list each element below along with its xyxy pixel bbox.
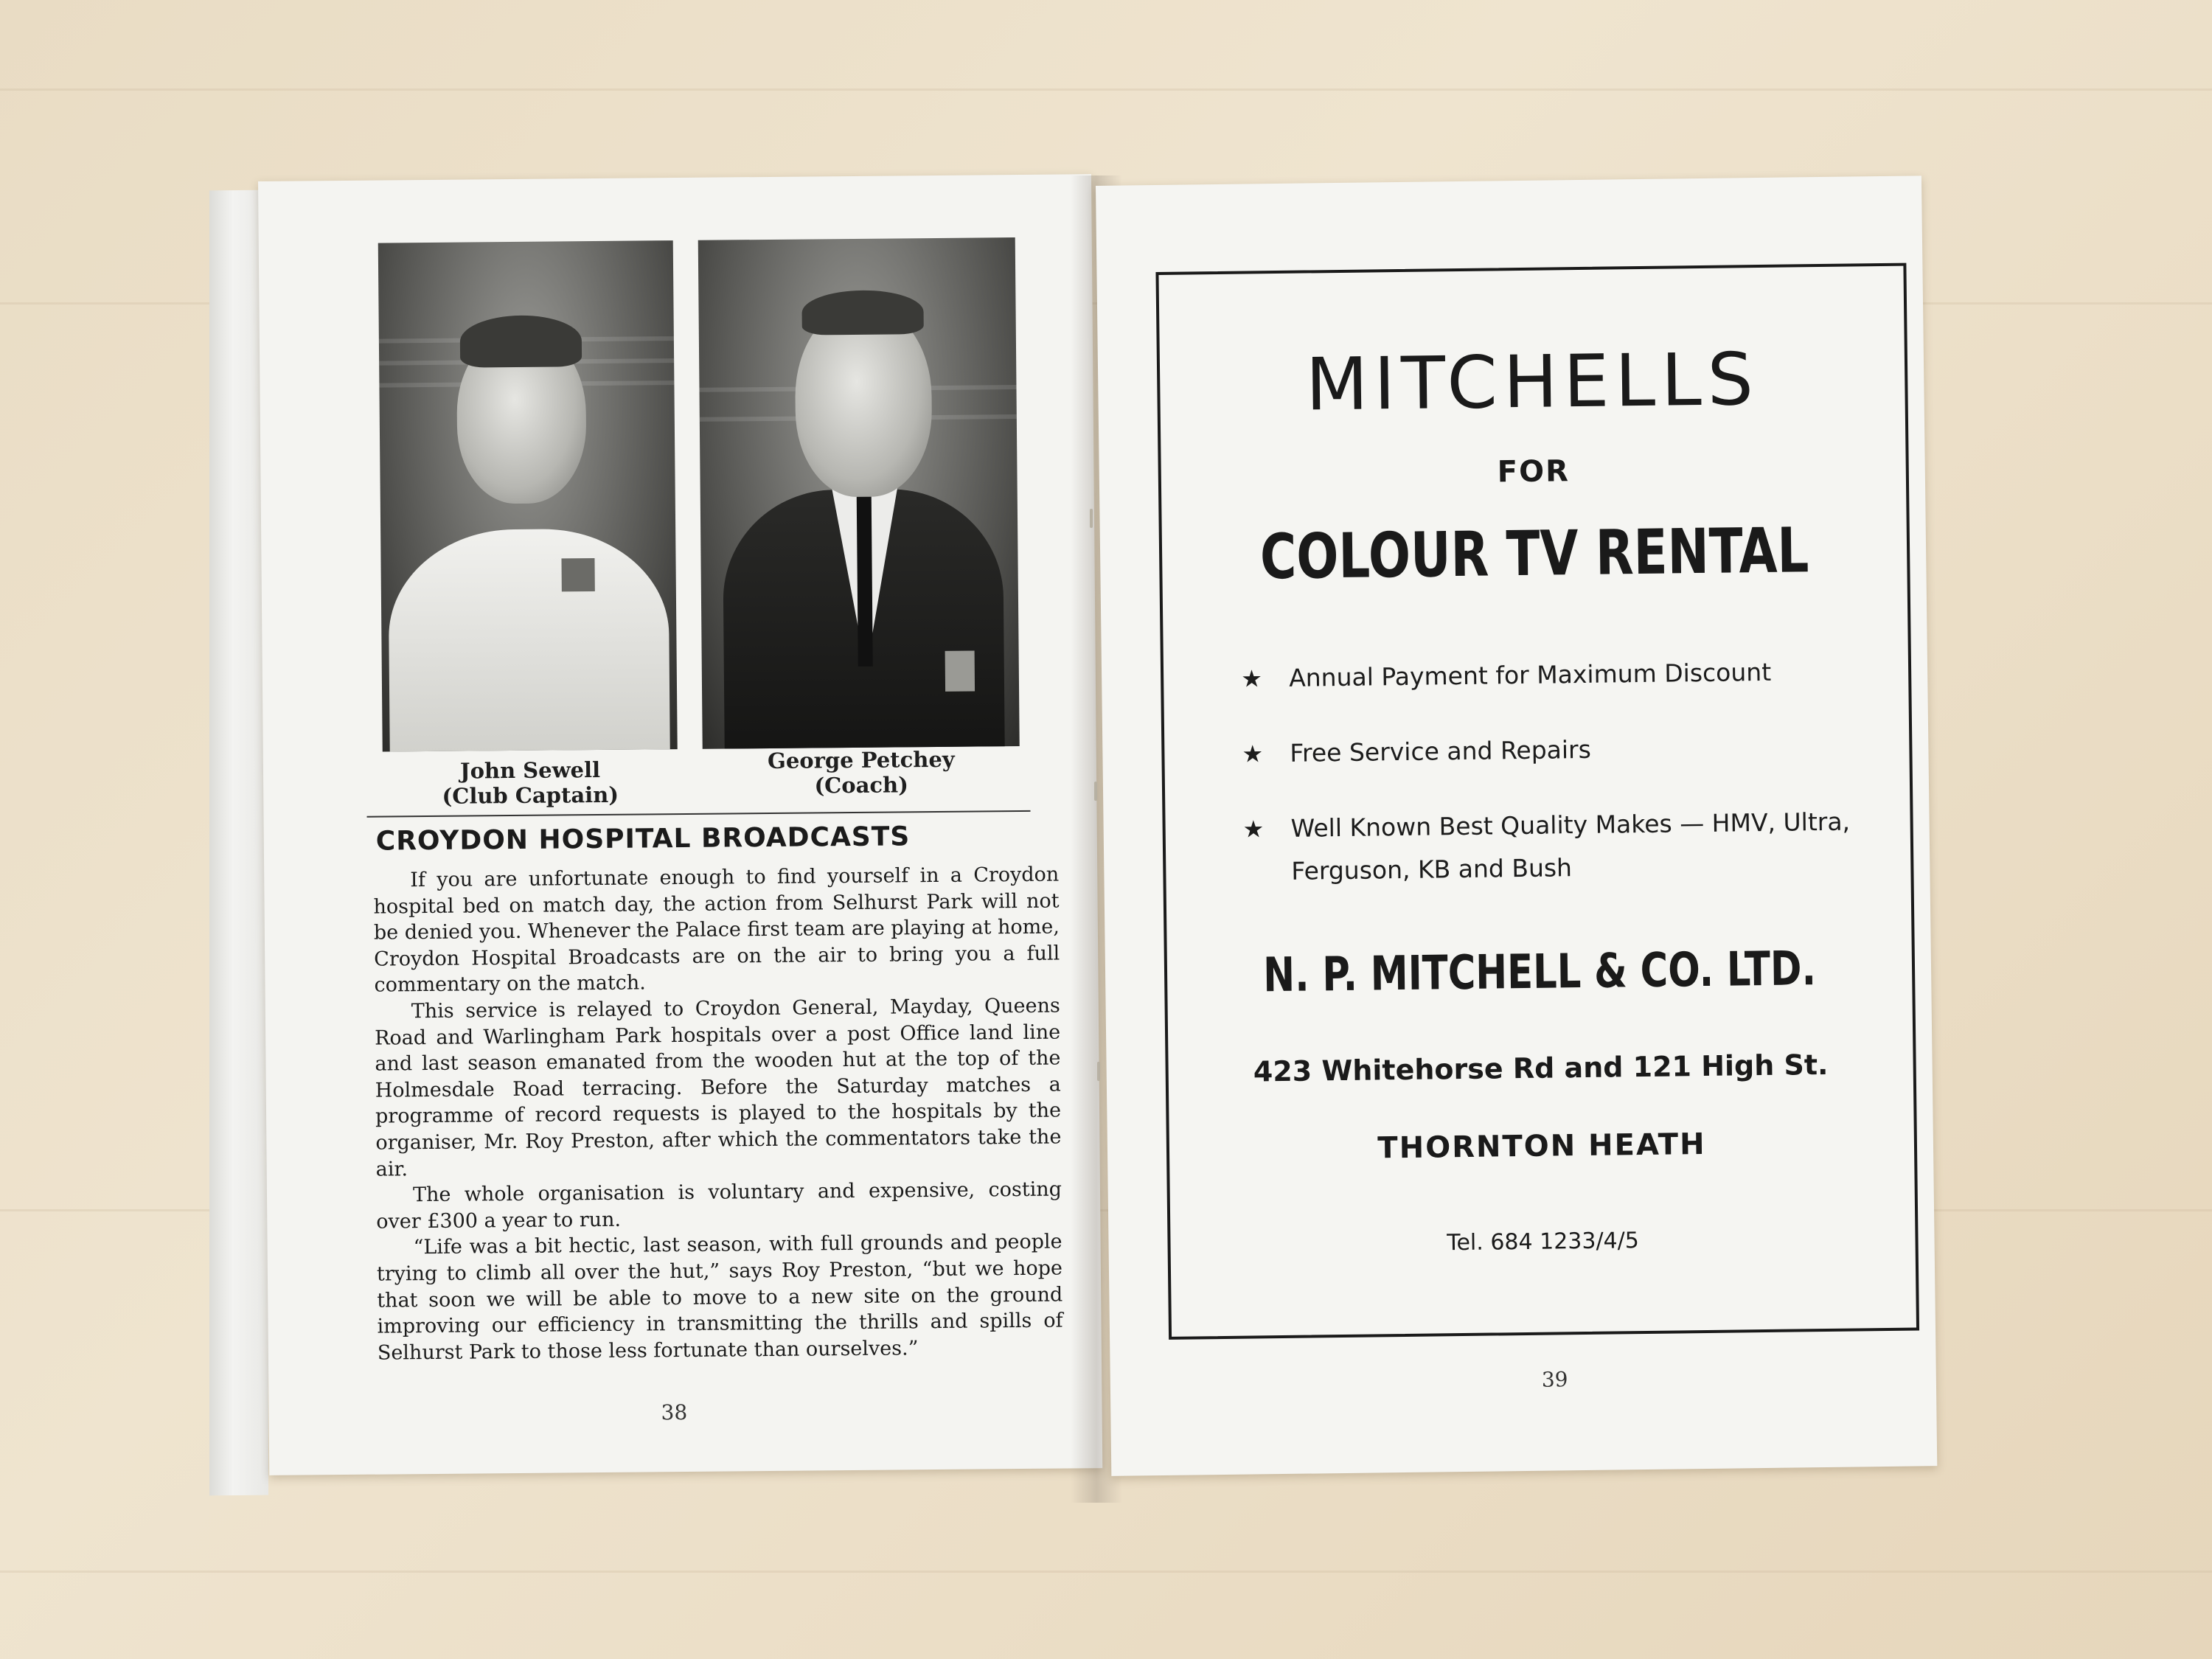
ad-telephone: Tel. 684 1233/4/5 — [1447, 1228, 1640, 1256]
article-paragraph: This service is relayed to Croydon General, Mayday, Queens Road and Warlingham Park hospitals over a post Office land line and last season emanated from the wooden hut at the top of the Holmesdale Road terracing. Before the Saturday matches a programme of record requests is played to the hospitals by the organiser, Mr. Roy Preston, after which the commentators take the air. — [375, 994, 1062, 1181]
caption-role: (Coach) — [814, 772, 909, 799]
caption-role: (Club Captain) — [442, 782, 619, 809]
ad-bullet-text: Free Service and Repairs — [1290, 734, 1592, 768]
photo-john-sewell — [378, 240, 678, 751]
ad-bullet — [1241, 650, 1868, 700]
ad-address: 423 Whitehorse Rd and 121 High St. — [1253, 1048, 1829, 1088]
ad-for: FOR — [1497, 454, 1571, 490]
star-icon: ★ — [1242, 740, 1264, 768]
advertisement — [1155, 263, 1919, 1340]
ad-bullet — [1242, 725, 1869, 775]
binding-staple — [1090, 509, 1093, 528]
ad-bullet-list — [1241, 650, 1871, 925]
article-paragraph: “Life was a bit hectic, last season, with full grounds and people trying to climb all over the hut,” says Roy Preston, “but we hope that soon we will be able to move to a new site on the ground improving our efficiency in transmitting the thrills and spills of Selhurst Park to those less fortunate than ourselves.” — [376, 1230, 1063, 1365]
photo-george-petchey — [698, 237, 1020, 749]
article-paragraph: The whole organisation is voluntary and expensive, costing over £300 a year to run. — [376, 1178, 1062, 1234]
page-number-left: 38 — [661, 1399, 688, 1425]
photo-caption-captain — [383, 757, 678, 809]
photo-caption-coach — [703, 746, 1020, 799]
page-number-right: 39 — [1541, 1367, 1568, 1392]
section-divider — [367, 810, 1031, 818]
section-title: CROYDON HOSPITAL BROADCASTS — [375, 821, 911, 857]
binding-staple — [1094, 782, 1097, 801]
ad-service: COLOUR TV RENTAL — [1259, 514, 1809, 594]
caption-name: George Petchey — [767, 746, 955, 773]
binding-staple — [1097, 1062, 1100, 1081]
star-icon: ★ — [1240, 664, 1263, 693]
article-paragraph: If you are unfortunate enough to find yourself in a Croydon hospital bed on match day, the action from Selhurst Park will not be denied you. Whenever the Palace first team are playing at home, Croydon Hospital Broadcasts are on the air to bring you a full commentary on the match. — [373, 863, 1060, 998]
ad-bullet-text: Well Known Best Quality Makes — HMV, Ultra, Ferguson, KB and Bush — [1290, 807, 1851, 886]
star-icon: ★ — [1242, 815, 1265, 844]
ad-town: THORNTON HEATH — [1377, 1127, 1706, 1166]
article-body — [373, 862, 1063, 1366]
ad-bullet-text: Annual Payment for Maximum Discount — [1288, 657, 1772, 692]
ad-company: N. P. MITCHELL & CO. LTD. — [1262, 942, 1817, 1004]
ad-brand: MITCHELLS — [1305, 338, 1760, 428]
caption-name: John Sewell — [459, 757, 601, 784]
ad-bullet — [1242, 800, 1870, 893]
left-page — [258, 174, 1102, 1475]
right-page — [1096, 175, 1937, 1476]
